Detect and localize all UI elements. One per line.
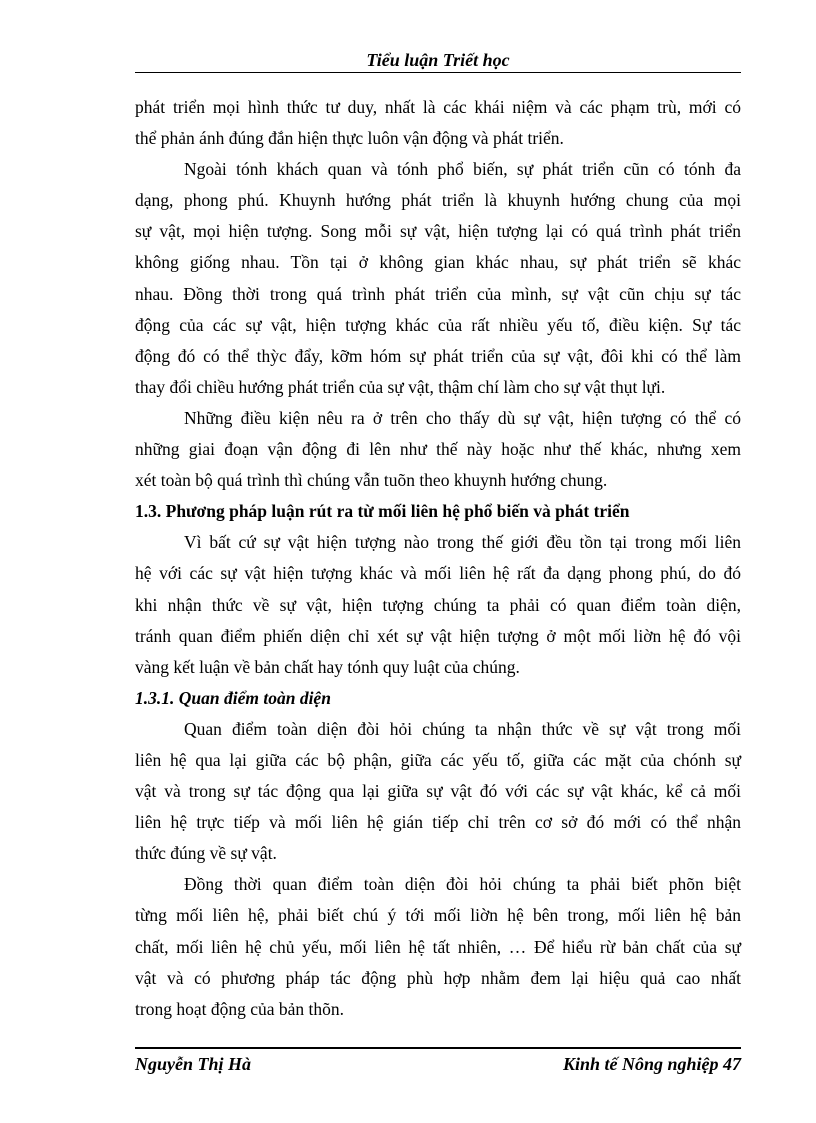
- text-line: hệ với các sự vật hiện tượng khác và mối liên hệ rất đa dạng phong phú, do đó: [135, 563, 741, 584]
- paragraph: [135, 403, 741, 496]
- header-divider: [135, 72, 741, 73]
- text-line: thay đổi chiều hướng phát triển của sự vật, thậm chí làm cho sự vật thụt lựi.: [135, 376, 666, 397]
- text-line: sự vật, mọi hiện tượng. Song mỗi sự vật, hiện tượng lại có quá trình phát triển: [135, 221, 741, 242]
- text-line: trong hoạt động của bản thõn.: [135, 998, 344, 1019]
- text-line: chất, mối liên hệ chủ yếu, mối liên hệ tất nhiên, … Để hiểu rừ bản chất của sự: [135, 936, 741, 957]
- paragraph: [135, 527, 741, 682]
- document-body: [135, 92, 741, 1025]
- text-line: vật và trong sự tác động qua lại giữa sự vật đó với các sự vật khác, kể cả mối: [135, 781, 741, 802]
- text-line: xét toàn bộ quá trình thì chúng vẫn tuõn theo khuynh hướng chung.: [135, 470, 608, 491]
- page-header-title: Tiểu luận Triết học: [366, 50, 510, 70]
- text-line: Quan điểm toàn diện đòi hỏi chúng ta nhận thức về sự vật trong mối: [184, 718, 741, 739]
- text-line: từng mối liên hệ, phải biết chú ý tới mối liờn hệ bên trong, mối liên hệ bản: [135, 905, 741, 926]
- text-line: Đồng thời quan điểm toàn diện đòi hỏi chúng ta phải biết phõn biệt: [184, 874, 741, 895]
- text-line: vật và có phương pháp tác động phù hợp nhằm đem lại hiệu quả cao nhất: [135, 967, 741, 988]
- footer-author: Nguyễn Thị Hà: [135, 1054, 252, 1074]
- paragraph: [135, 92, 741, 154]
- text-line: động của các sự vật, hiện tượng khác của rất nhiều yếu tố, điều kiện. Sự tác: [135, 314, 741, 335]
- footer-class: Kinh tế Nông nghiệp 47: [562, 1054, 741, 1074]
- text-line: thức đúng về sự vật.: [135, 843, 277, 864]
- subsection-heading: [135, 683, 741, 714]
- text-line: liên hệ qua lại giữa các bộ phận, giữa các yếu tố, giữa các mặt của chónh sự: [135, 749, 741, 770]
- text-line: những giai đoạn vận động đi lên như thế này hoặc như thế khác, nhưng xem: [135, 439, 741, 460]
- text-line: không giống nhau. Tồn tại ở không gian khác nhau, sự phát triển sẽ khác: [135, 252, 741, 273]
- footer-divider: [135, 1047, 741, 1049]
- text-line: 1.3.1. Quan điểm toàn diện: [135, 687, 331, 708]
- text-line: Những điều kiện nêu ra ở trên cho thấy dù sự vật, hiện tượng có thể có: [184, 407, 741, 428]
- paragraph: [135, 714, 741, 869]
- paragraph: [135, 154, 741, 403]
- paragraph: [135, 869, 741, 1024]
- text-line: khi nhận thức về sự vật, hiện tượng chúng ta phải có quan điểm toàn diện,: [135, 594, 741, 615]
- text-line: 1.3. Phương pháp luận rút ra từ mối liên hệ phổ biến và phát triển: [135, 501, 630, 522]
- text-line: Ngoài tónh khách quan và tónh phổ biến, sự phát triển cũn có tónh đa: [184, 159, 741, 180]
- text-line: phát triển mọi hình thức tư duy, nhất là các khái niệm và các phạm trù, mới có: [135, 97, 741, 117]
- text-line: vàng kết luận về bản chất hay tónh quy luật của chúng.: [135, 656, 520, 677]
- text-line: dạng, phong phú. Khuynh hướng phát triển là khuynh hướng chung của mọi: [135, 190, 741, 211]
- text-line: nhau. Đồng thời trong quá trình phát triển của mình, sự vật cũn chịu sự tác: [135, 283, 741, 304]
- section-heading: [135, 496, 741, 527]
- text-line: thể phản ánh đúng đắn hiện thực luôn vận động và phát triển.: [135, 128, 564, 149]
- text-line: liên hệ trực tiếp và mối liên hệ gián tiếp chỉ trên cơ sở đó mới có thể nhận: [135, 812, 741, 833]
- text-line: tránh quan điểm phiến diện chỉ xét sự vật hiện tượng ở một mối liờn hệ đó vội: [135, 625, 741, 646]
- text-line: Vì bất cứ sự vật hiện tượng nào trong thế giới đều tồn tại trong mối liên: [184, 532, 741, 553]
- page-footer: [135, 1054, 741, 1075]
- text-line: động đó có thể thỳc đẩy, kỡm hóm sự phát triển của sự vật, đôi khi có thể làm: [135, 345, 741, 366]
